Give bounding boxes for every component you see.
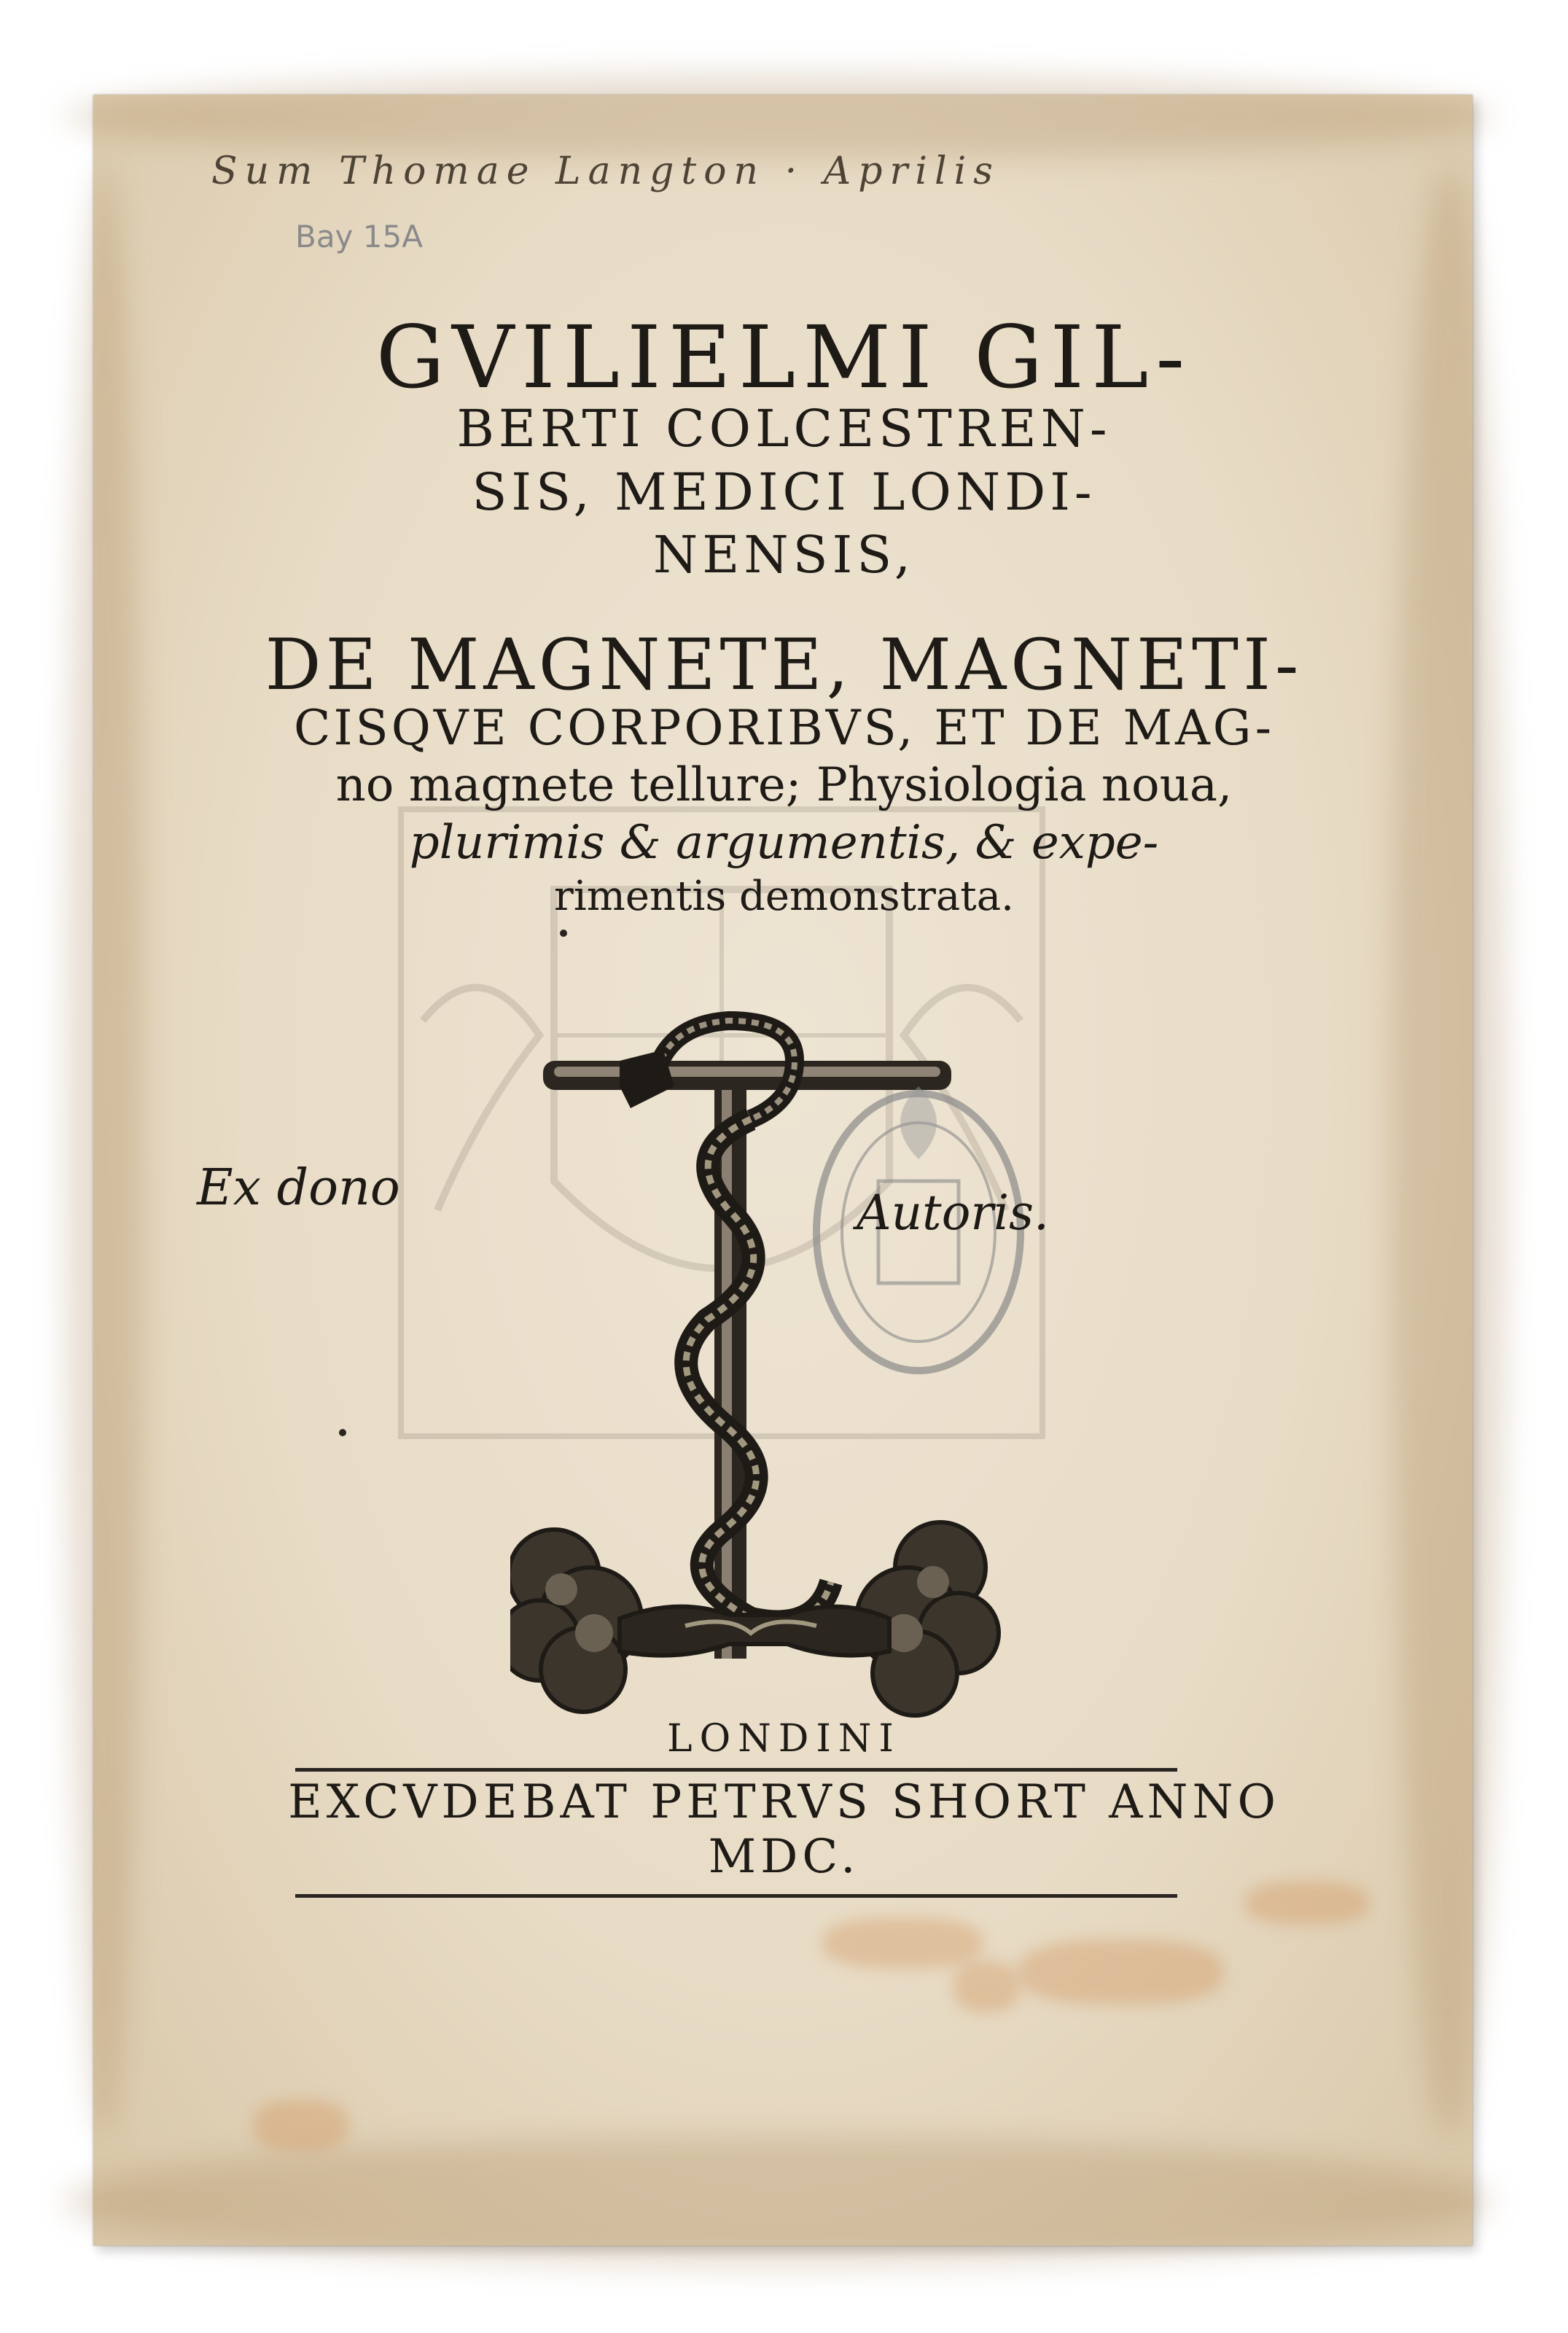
imprint-year: MDC. (708, 1830, 860, 1884)
author-name-line-1: GVILIELMI GIL- (375, 307, 1193, 408)
ownership-inscription: Sum Thomae Langton · Aprilis (211, 149, 1000, 193)
imprint-rule-bottom (295, 1894, 1177, 1898)
ink-dot (560, 930, 567, 937)
inscription-autoris: Autoris. (857, 1185, 1049, 1241)
author-name-line-2: BERTI COLCESTREN- (456, 399, 1112, 459)
book-title-line-4: plurimis & argumentis, & expe- (409, 816, 1159, 870)
shelfmark: Bay 15A (295, 219, 423, 254)
book-title-line-2: CISQVE CORPORIBVS, ET DE MAG- (293, 700, 1275, 756)
imprint-rule-top (295, 1768, 1177, 1772)
imprint-place: LONDINI (667, 1717, 901, 1761)
imprint-printer: EXCVDEBAT PETRVS SHORT ANNO (288, 1775, 1280, 1829)
author-name-line-4: NENSIS, (653, 525, 915, 585)
book-title-line-1: DE MAGNETE, MAGNETI- (265, 624, 1303, 706)
ink-dot (339, 1429, 346, 1436)
author-name-line-3: SIS, MEDICI LONDI- (472, 462, 1096, 522)
inscription-ex-dono: Ex dono (197, 1159, 400, 1217)
book-title-line-3: no magnete tellure; Physiologia noua, (335, 758, 1233, 812)
book-title-line-5: rimentis demonstrata. (554, 873, 1014, 920)
